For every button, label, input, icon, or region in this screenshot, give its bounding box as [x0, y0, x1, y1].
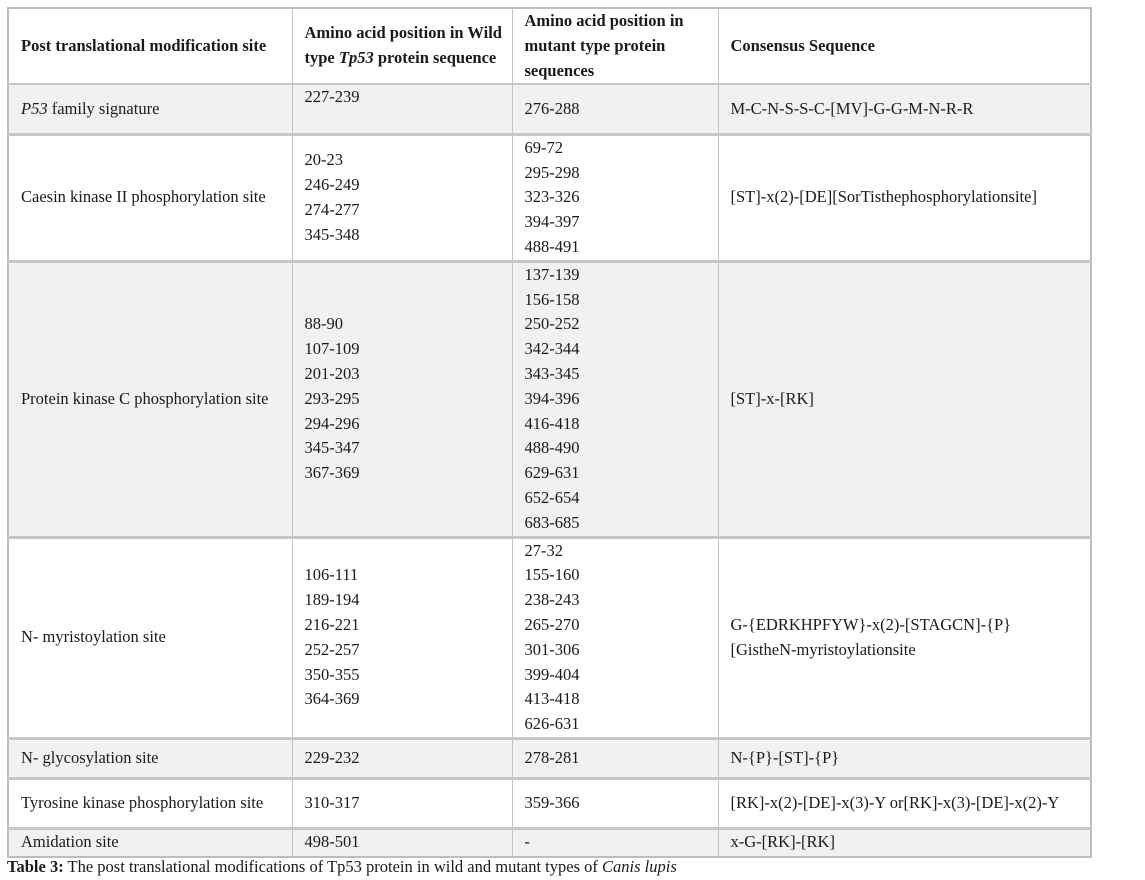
- wild-positions-cell: 310-317: [292, 779, 512, 829]
- consensus-cell: [RK]-x(2)-[DE]-x(3)-Y or[RK]-x(3)-[DE]-x(2)-Y: [718, 779, 1091, 829]
- table-row: [8, 134, 1091, 261]
- table-row: [8, 261, 1091, 537]
- header-site: Post translational modification site: [8, 8, 292, 84]
- table-row: [8, 779, 1091, 829]
- mutant-positions-cell: 137-139 156-158 250-252 342-344 343-345 394-396 416-418 488-490 629-631 652-654 683-685: [512, 261, 718, 537]
- mutant-positions-cell: 27-32 155-160 238-243 265-270 301-306 399-404 413-418 626-631: [512, 537, 718, 738]
- caption-label: Table 3:: [7, 857, 64, 876]
- caption-species: Canis lupis: [602, 857, 677, 876]
- header-wild-type: Amino acid position in Wild type Tp53 protein sequence: [292, 8, 512, 84]
- wild-positions-cell: 20-23 246-249 274-277 345-348: [292, 134, 512, 261]
- consensus-cell: N-{P}-[ST]-{P}: [718, 739, 1091, 779]
- table-row: [8, 537, 1091, 738]
- consensus-cell: [ST]-x-[RK]: [718, 261, 1091, 537]
- consensus-cell: M-C-N-S-S-C-[MV]-G-G-M-N-R-R: [718, 84, 1091, 134]
- consensus-cell: G-{EDRKHPFYW}-x(2)-[STAGCN]-{P}[GistheN-myristoylationsite: [718, 537, 1091, 738]
- site-cell: Caesin kinase II phosphorylation site: [8, 134, 292, 261]
- table-header-row: [8, 8, 1091, 84]
- wild-positions-cell: 229-232: [292, 739, 512, 779]
- mutant-positions-cell: 69-72 295-298 323-326 394-397 488-491: [512, 134, 718, 261]
- table-row: [8, 739, 1091, 779]
- wild-positions-cell: 106-111 189-194 216-221 252-257 350-355 364-369: [292, 537, 512, 738]
- mutant-positions-cell: 276-288: [512, 84, 718, 134]
- site-cell: Tyrosine kinase phosphorylation site: [8, 779, 292, 829]
- wild-positions-cell: 498-501: [292, 829, 512, 857]
- mutant-positions-cell: 359-366: [512, 779, 718, 829]
- consensus-cell: x-G-[RK]-[RK]: [718, 829, 1091, 857]
- mutant-positions-cell: -: [512, 829, 718, 857]
- table-row: [8, 84, 1091, 134]
- table-caption: [7, 855, 677, 879]
- wild-positions-cell: 227-239: [292, 84, 512, 134]
- mutant-positions-cell: 278-281: [512, 739, 718, 779]
- header-consensus: Consensus Sequence: [718, 8, 1091, 84]
- table-row: [8, 829, 1091, 857]
- consensus-cell: [ST]-x(2)-[DE][SorTisthephosphorylationsite]: [718, 134, 1091, 261]
- wild-positions-cell: 88-90 107-109 201-203 293-295 294-296 345-347 367-369: [292, 261, 512, 537]
- site-cell: Protein kinase C phosphorylation site: [8, 261, 292, 537]
- caption-text: The post translational modifications of Tp53 protein in wild and mutant types of: [63, 857, 603, 876]
- site-cell: N- myristoylation site: [8, 537, 292, 738]
- site-cell: N- glycosylation site: [8, 739, 292, 779]
- ptm-table: [7, 7, 1092, 858]
- header-mutant-type: Amino acid position in mutant type protein sequences: [512, 8, 718, 84]
- site-cell: Amidation site: [8, 829, 292, 857]
- site-cell: P53 family signature: [8, 84, 292, 134]
